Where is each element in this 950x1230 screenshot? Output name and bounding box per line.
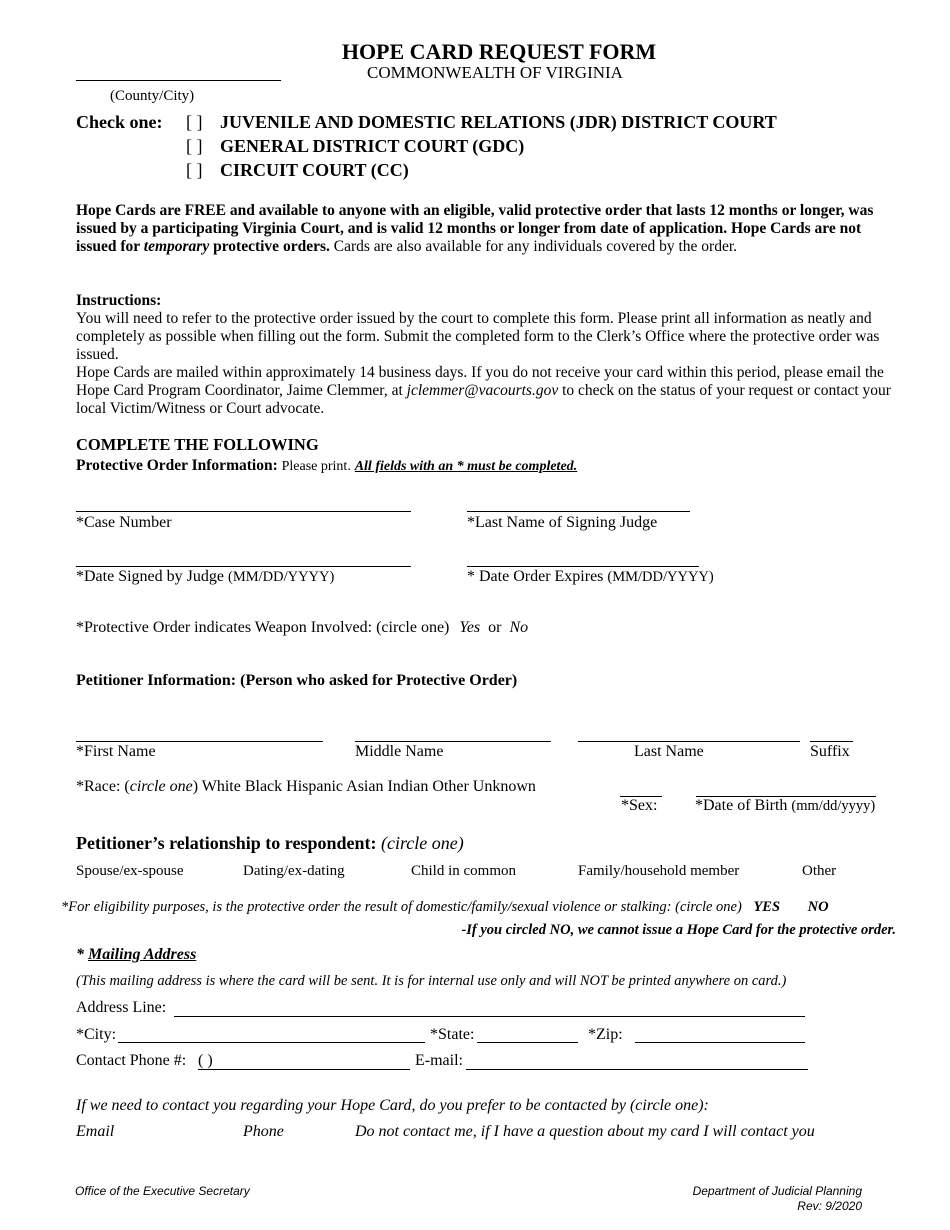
intro-bold-text: Hope Cards are FREE and available to anyone with an eligible, valid protective order that lasts 12 months or longer, was issued by a participating Virginia Court, and is valid 12 months or longer from date of application. Hope Cards are not issued for [76, 202, 874, 255]
checkbox[interactable]: [ ] [186, 112, 203, 132]
instructions-paragraph-1: You will need to refer to the protective order issued by the court to complete this form. Please print all information as neatly and completely as possible when filling out the form. Submit the completed form to the Clerk’s Office where the protective order was issued. [76, 310, 880, 363]
contact-option-none[interactable]: Do not contact me, if I have a question about my card I will contact you [355, 1123, 815, 1140]
required-note: All fields with an * must be completed. [354, 459, 578, 474]
phone-label: Contact Phone #: [76, 1052, 187, 1069]
intro-bold-text-2: protective orders. [209, 238, 330, 255]
dob-label [695, 797, 875, 815]
please-print: Please print. [281, 459, 351, 474]
relationship-option-spouse[interactable]: Spouse/ex-spouse [76, 863, 184, 879]
instructions-heading: Instructions: [76, 292, 162, 309]
footer-left: Office of the Executive Secretary [75, 1184, 250, 1198]
middle-name-field[interactable] [355, 741, 551, 742]
relationship-label: Petitioner’s relationship to respondent: [76, 833, 377, 853]
circle-one: (circle one) [380, 833, 464, 853]
city-label: *City: [76, 1026, 117, 1043]
weapon-no-option[interactable]: No [509, 619, 529, 636]
date-expires-field[interactable] [467, 566, 699, 567]
relationship-heading [76, 833, 464, 854]
eligibility-question [61, 899, 829, 916]
suffix-field[interactable] [810, 741, 853, 742]
po-label: Protective Order Information: [76, 457, 278, 474]
circle-one: circle one [129, 778, 193, 795]
date-signed-label [76, 568, 334, 586]
email-field[interactable] [466, 1069, 808, 1070]
intro-paragraph [76, 202, 898, 256]
date-signed-field[interactable] [76, 566, 411, 567]
coordinator-email[interactable]: jclemmer@vacourts.gov [406, 382, 559, 399]
court-option-jdr[interactable] [186, 112, 777, 133]
last-name-field[interactable] [578, 741, 800, 742]
eligibility-warning: -If you circled NO, we cannot issue a Hope Card for the protective order. [461, 922, 896, 938]
contact-option-email[interactable]: Email [76, 1123, 115, 1140]
last-name-label: Last Name [634, 743, 704, 760]
complete-heading: COMPLETE THE FOLLOWING [76, 435, 319, 454]
state-label: *State: [430, 1026, 475, 1043]
relationship-option-other[interactable]: Other [802, 863, 837, 879]
race-options[interactable]: ) White Black Hispanic Asian Indian Other Unknown [192, 778, 536, 795]
dob-text: *Date of Birth [695, 797, 788, 814]
relationship-option-dating[interactable]: Dating/ex-dating [243, 863, 345, 879]
footer-right-revision: Rev: 9/2020 [797, 1199, 862, 1213]
required-star: * [76, 946, 88, 963]
relationship-option-child[interactable]: Child in common [411, 863, 516, 879]
weapon-yes-option[interactable]: Yes [459, 619, 481, 636]
phone-field[interactable] [198, 1069, 410, 1070]
judge-name-field[interactable] [467, 511, 690, 512]
suffix-label: Suffix [810, 743, 850, 760]
instructions-text-2: to check on the status of your request or contact your local Victim/Witness or Court advocate. [76, 382, 891, 417]
court-option-label: JUVENILE AND DOMESTIC RELATIONS (JDR) DISTRICT COURT [220, 112, 777, 132]
eligibility-text: *For eligibility purposes, is the protective order the result of domestic/family/sexual violence or stalking: (circle one) [61, 899, 742, 915]
date-format: (MM/DD/YYYY) [227, 569, 335, 585]
checkbox[interactable]: [ ] [186, 136, 203, 156]
weapon-label: *Protective Order indicates Weapon Involved: (circle one) [76, 619, 450, 636]
mailing-heading-text: Mailing Address [88, 946, 197, 963]
sex-label: *Sex: [621, 797, 658, 814]
email-label: E-mail: [415, 1052, 463, 1069]
intro-normal-text: Cards are also available for any individuals covered by the order. [329, 238, 738, 255]
case-number-field[interactable] [76, 511, 411, 512]
city-field[interactable] [118, 1042, 425, 1043]
court-option-label: GENERAL DISTRICT COURT (GDC) [220, 136, 525, 156]
form-subtitle: COMMONWEALTH OF VIRGINIA [367, 63, 623, 82]
contact-question: If we need to contact you regarding your Hope Card, do you prefer to be contacted by (circle one): [76, 1097, 709, 1114]
county-line[interactable] [76, 80, 281, 81]
intro-bold-italic: temporary [143, 238, 210, 255]
checkbox[interactable]: [ ] [186, 160, 203, 180]
state-field[interactable] [477, 1042, 578, 1043]
race-label: *Race: ( [76, 778, 130, 795]
county-label: (County/City) [110, 88, 195, 104]
date-signed-text: *Date Signed by Judge [76, 568, 224, 585]
court-option-cc[interactable] [186, 160, 409, 181]
first-name-label: *First Name [76, 743, 156, 760]
dob-format: (mm/dd/yyyy) [791, 798, 876, 814]
protective-order-heading [76, 457, 577, 475]
case-number-label: *Case Number [76, 514, 172, 531]
weapon-question [76, 619, 528, 637]
judge-name-label: *Last Name of Signing Judge [467, 514, 658, 531]
eligibility-yes-option[interactable]: YES [753, 899, 781, 915]
court-option-gdc[interactable] [186, 136, 524, 157]
date-expires-label [467, 568, 714, 586]
race-question [76, 778, 536, 796]
petitioner-heading: Petitioner Information: (Person who asked for Protective Order) [76, 672, 518, 689]
zip-label: *Zip: [588, 1026, 623, 1043]
court-option-label: CIRCUIT COURT (CC) [220, 160, 409, 180]
date-format: (MM/DD/YYYY) [607, 569, 714, 585]
instructions-paragraph-2 [76, 364, 898, 418]
zip-field[interactable] [635, 1042, 805, 1043]
middle-name-label: Middle Name [355, 743, 444, 760]
date-expires-text: * Date Order Expires [467, 568, 604, 585]
phone-area-code[interactable]: ( ) [198, 1052, 213, 1069]
relationship-option-family[interactable]: Family/household member [578, 863, 740, 879]
address-label: Address Line: [76, 999, 167, 1016]
mailing-heading [76, 946, 196, 964]
footer-right-department: Department of Judicial Planning [692, 1184, 862, 1198]
eligibility-no-option[interactable]: NO [807, 899, 829, 915]
instructions-text: Hope Cards are mailed within approximately 14 business days. If you do not receive your card within this period, please email the Hope Card Program Coordinator, Jaime Clemmer, at [76, 364, 884, 399]
or-text: or [488, 619, 502, 636]
mailing-note: (This mailing address is where the card will be sent. It is for internal use only and will NOT be printed anywhere on card.) [76, 973, 787, 989]
contact-option-phone[interactable]: Phone [243, 1123, 284, 1140]
first-name-field[interactable] [76, 741, 323, 742]
form-title: HOPE CARD REQUEST FORM [341, 39, 657, 64]
address-field[interactable] [174, 1016, 805, 1017]
check-one-label: Check one: [76, 112, 163, 132]
